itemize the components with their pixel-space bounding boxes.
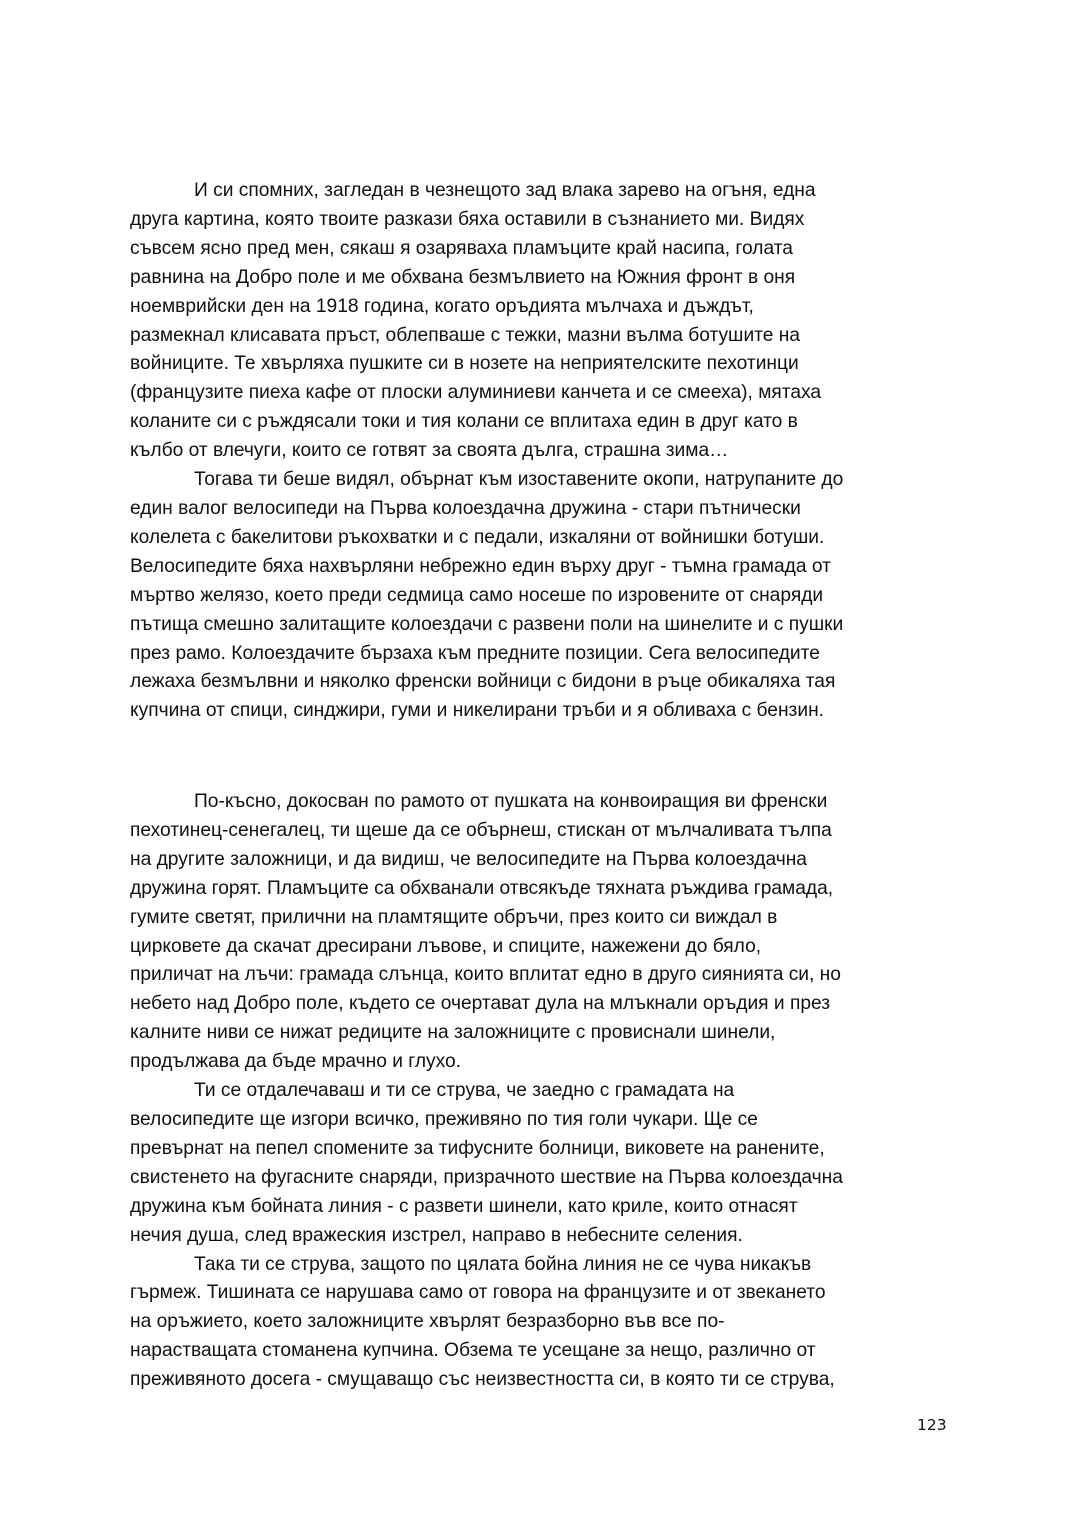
text-line: дружина горят. Пламъците са обхванали отвсякъде тяхната ръждива грамада, [130,877,834,899]
text-line: нарастващата стоманена купчина. Обзема те усещане за нещо, различно от [130,1340,816,1362]
text-line: превърнат на пепел спомените за тифусните болници, виковете на ранените, [130,1137,825,1159]
text-line: един валог велосипеди на Първа колоездачна дружина - стари пътнически [130,497,801,519]
text-line: размекнал клисавата пръст, облепваше с тежки, мазни вълма ботушите на [130,324,801,346]
text-line: цирковете да скачат дресирани лъвове, и спиците, нажежени до бяло, [130,935,762,957]
text-line: По-късно, докосван по рамото от пушката на конвоиращия ви френски [194,791,828,812]
text-line: мъртво желязо, което преди седмица само носеше по изровените от снаряди [130,584,824,606]
text-line: Велосипедите бяха нахвърляни небрежно един върху друг - тъмна грамада от [130,555,831,577]
text-line: коланите си с ръждясали токи и тия колани се вплитаха един в друг като в [130,411,798,433]
text-line: Тогава ти беше видял, обърнат към изоставените окопи, натрупаните до [194,469,844,491]
text-line: колелета с бакелитови ръкохватки и с педали, изкаляни от войнишки ботуши. [130,526,825,548]
paragraph [130,1077,945,1250]
text-line: войниците. Те хвърляха пушките си в нозете на неприятелските пехотинци [130,353,799,375]
text-line: (французите пиеха кафе от плоски алуминиеви канчета и се смееха), мятаха [130,382,822,404]
text-line: свистенето на фугасните снаряди, призрачното шествие на Първа колоездачна [130,1166,843,1188]
text-line: пътища смешно залитащите колоездачи с развени поли на шинелите и с пушки [130,613,844,635]
text-line: гърмеж. Тишината се нарушава само от говора на французите и от звекането [130,1282,826,1304]
paragraph [130,1251,945,1396]
paragraph [130,177,945,466]
text-line: продължава да бъде мрачно и глухо. [130,1051,462,1073]
text-line: небето над Добро поле, където се очертават дула на млъкнали оръдия и през [130,993,831,1015]
text-line: нечия душа, след вражеския изстрел, направо в небесните селения. [130,1224,743,1246]
text-line: И си спомних, загледан в чезнещото зад влака зарево на огъня, една [194,180,816,201]
text-line: лежаха безмълвни и няколко френски войници с бидони в ръце обикаляха тая [130,671,836,693]
text-line: пехотинец-сенегалец, ти щеше да се обърнеш, стискан от мълчаливата тълпа [130,819,832,841]
text-line: приличат на лъчи: грамада слънца, които вплитат едно в друго сиянията си, но [130,964,841,986]
paragraph [130,466,945,726]
text-line: Така ти се струва, защото по цялата бойна линия не се чува никакъв [194,1253,812,1275]
text-line: Ти се отдалечаваш и ти се струва, че заедно с грамадата на [194,1080,735,1102]
text-line: ноемврийски ден на 1918 година, когато оръдията мълчаха и дъждът, [130,295,754,317]
text-line: дружина към бойната линия - с развети шинели, като криле, които отнасят [130,1195,798,1217]
text-line: съвсем ясно пред мен, сякаш я озаряваха пламъците край насипа, голата [130,237,793,259]
page-number: 123 [917,1416,947,1434]
text-line: преживяното досега - смущаващо със неизвестността си, в която ти се струва, [130,1369,835,1391]
text-line: калните ниви се нижат редиците на заложниците с провиснали шинели, [130,1022,776,1044]
text-line: велосипедите ще изгори всичко, преживяно по тия голи чукари. Ще се [130,1108,758,1130]
text-line: на оръжието, което заложниците хвърлят безразборно във все по- [130,1311,725,1333]
text-line: купчина от спици, синджири, гуми и никелирани тръби и я обливаха с бензин. [130,700,824,722]
text-line: друга картина, която твоите разкази бяха оставили в съзнанието ми. Видях [130,208,805,230]
text-line: през рамо. Колоездачите бързаха към предните позиции. Сега велосипедите [130,642,820,664]
text-block-bottom [130,788,945,1395]
text-block-top [130,177,945,726]
text-line: кълбо от влечуги, които се готвят за своята дълга, страшна зима… [130,440,729,462]
text-line: равнина на Добро поле и ме обхвана безмълвието на Южния фронт в оня [130,266,796,288]
paragraph [130,788,945,1077]
text-line: на другите заложници, и да видиш, че велосипедите на Първа колоездачна [130,848,807,870]
text-line: гумите светят, прилични на пламтящите обръчи, през които си виждал в [130,906,778,928]
